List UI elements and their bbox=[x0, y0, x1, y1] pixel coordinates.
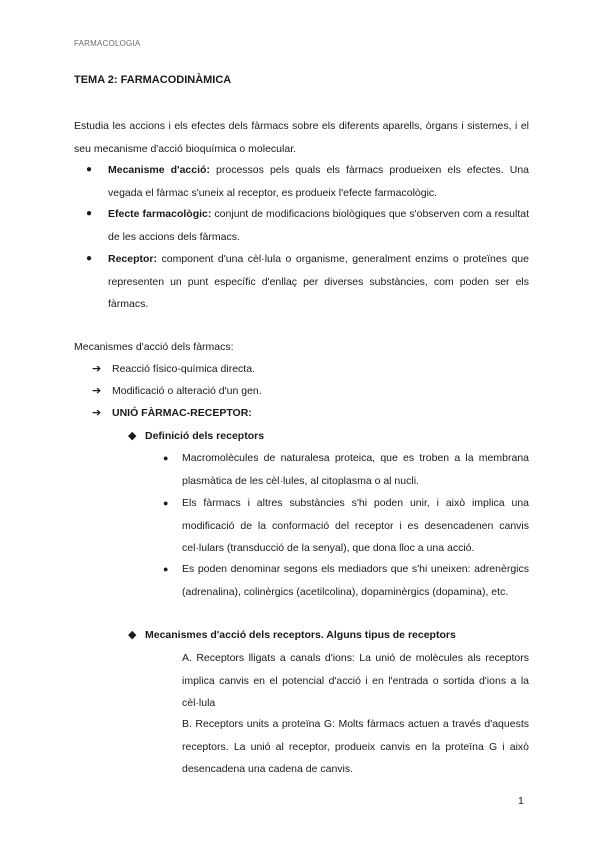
arrow-item-text: UNIÓ FÀRMAC-RECEPTOR: bbox=[112, 407, 252, 419]
receptor-point bbox=[163, 558, 529, 603]
arrow-list-item bbox=[92, 380, 262, 403]
bullet-icon: ● bbox=[86, 253, 93, 264]
receptor-point-text: Els fàrmacs i altres substàncies s'hi poden unir, i això implica una modificació de la conformació del receptor i es desencadenen canvis cel·lulars (transducció de la senyal), que dona lloc a una acció. bbox=[182, 497, 529, 554]
page-number: 1 bbox=[518, 795, 524, 807]
diamond-bullet-icon: ◆ bbox=[128, 629, 137, 641]
definition-text: processos pels quals els fàrmacs produeixen els efectes. Una vegada el fàrmac s'uneix al receptor, es produeix l'efecte farmacològic. bbox=[108, 164, 529, 199]
arrow-list-item bbox=[92, 402, 252, 425]
definition-text: component d'una cèl·lula o organisme, generalment enzims o proteïnes que representen un punt específic d'enllaç per diverses substàncies, com poden ser els fàrmacs. bbox=[108, 253, 529, 310]
definition-text: conjunt de modificacions biològiques que s'observen com a resultat de les accions dels fàrmacs. bbox=[108, 208, 529, 243]
bullet-icon: ● bbox=[163, 498, 169, 508]
bullet-icon: ● bbox=[86, 164, 93, 175]
receptor-point-text: Macromolècules de naturalesa proteica, que es troben a la membrana plasmàtica de les cèl·lules, al citoplasma o al nucli. bbox=[182, 452, 529, 487]
arrow-right-icon: ➔ bbox=[92, 385, 102, 397]
arrow-right-icon: ➔ bbox=[92, 407, 102, 419]
page-header: FARMACOLOGIA bbox=[74, 39, 141, 48]
arrow-item-text: Reacció físico-química directa. bbox=[112, 363, 255, 375]
intro-paragraph: Estudia les accions i els efectes dels fàrmacs sobre els diferents aparells, òrgans i sistemes, i el seu mecanisme d'acció bioquímica o molecular. bbox=[74, 120, 529, 155]
definition-item bbox=[86, 248, 529, 316]
subsection-heading-text: Mecanismes d'acció dels receptors. Alguns tipus de receptors bbox=[145, 629, 456, 641]
subsection-heading bbox=[128, 624, 456, 647]
receptor-type-paragraph: B. Receptors units a proteïna G: Molts fàrmacs actuen a través d'aquests receptors. La unió al receptor, produeix canvis en la proteïna G i això desencadena una cadena de canvis. bbox=[182, 718, 529, 775]
receptor-point bbox=[163, 492, 529, 560]
definition-item bbox=[86, 203, 529, 248]
bullet-icon: ● bbox=[163, 453, 169, 463]
page-title: TEMA 2: FARMACODINÀMICA bbox=[74, 74, 232, 86]
bullet-icon: ● bbox=[163, 564, 169, 574]
arrow-item-text: Modificació o alteració d'un gen. bbox=[112, 385, 262, 397]
mechanisms-heading: Mecanismes d'acció dels fàrmacs: bbox=[74, 341, 234, 353]
arrow-right-icon: ➔ bbox=[92, 363, 102, 375]
receptor-type-paragraph: A. Receptors lligats a canals d'ions: La unió de molècules als receptors implica canvis en el potencial d'acció i en l'entrada o sortida d'ions a la cèl·lula bbox=[182, 652, 529, 709]
definition-item bbox=[86, 159, 529, 204]
receptor-point-text: Es poden denominar segons els mediadors que s'hi uneixen: adrenèrgics (adrenalina), colinèrgics (acetilcolina), dopaminèrgics (dopamina), etc. bbox=[182, 563, 529, 598]
receptor-point bbox=[163, 447, 529, 492]
subsection-heading-text: Definició dels receptors bbox=[145, 430, 265, 442]
definition-term: Mecanisme d'acció: bbox=[108, 164, 210, 176]
diamond-bullet-icon: ◆ bbox=[128, 430, 137, 442]
definition-term: Efecte farmacològic: bbox=[108, 208, 212, 220]
bullet-icon: ● bbox=[86, 208, 93, 219]
arrow-list-item bbox=[92, 358, 255, 381]
subsection-heading bbox=[128, 425, 264, 448]
definition-term: Receptor: bbox=[108, 253, 158, 265]
